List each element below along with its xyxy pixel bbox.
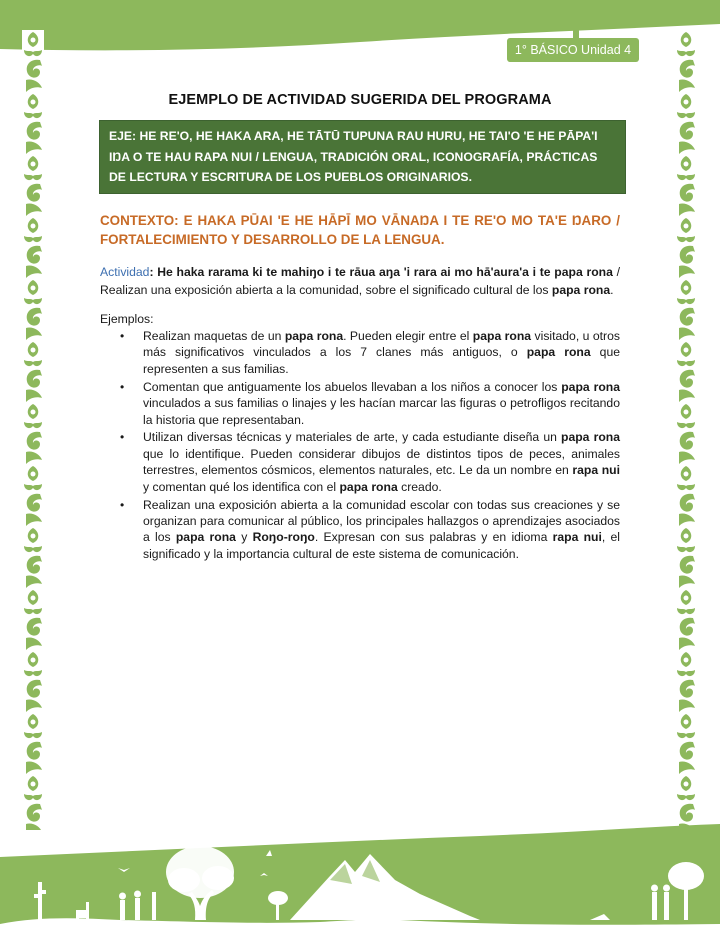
ejemplo-text: Realizan una exposición abierta a la comunidad escolar con todas sus creaciones y se organizan para comunicar al público, los principales hallazgos o aprendizajes asociados a los	[143, 497, 620, 545]
ejemplo-list-item	[100, 328, 620, 377]
actividad-colon: :	[149, 265, 158, 279]
bold-term: papa rona	[561, 430, 620, 445]
bold-term: papa rona	[175, 530, 236, 545]
actividad-title-rapanui: He haka rarama ki te mahiŋo i te rāua aŋa 'i rara ai mo hā'aura'a i te papa rona	[157, 265, 613, 279]
ejemplo-text: que lo identifique. Pueden considerar dibujos de distintos tipos de peces, animales terrestres, elementos cósmicos, elementos naturales, etc. Le da un nombre en	[143, 446, 620, 478]
bold-term: papa rona	[526, 345, 591, 360]
eje-box: EJE: HE RE'O, HE HAKA ARA, HE TĀTŪ TUPUNA RAU HURU, HE TAI'O 'E HE PĀPA'I IŊA O TE HAU RAPA NUI / LENGUA, TRADICIÓN ORAL, ICONOGRAFÍA, PRÁCTICAS DE LECTURA Y ESCRITURA DE LOS PUEBLOS ORIGINARIOS.	[99, 120, 626, 194]
bottom-landscape-illustration-icon	[0, 820, 720, 932]
actividad-description: / Realizan una exposición abierta a la comunidad, sobre el significado cultural de los	[100, 265, 620, 297]
ejemplo-text: . Expresan con sus palabras y en idioma	[314, 530, 553, 545]
bold-term: rapa nui	[552, 530, 602, 545]
bold-term: papa rona	[561, 379, 621, 394]
ejemplo-text: y comentan qué los identifica con el	[143, 479, 340, 494]
ejemplo-list-item	[100, 379, 620, 428]
ejemplos-label: Ejemplos:	[100, 312, 154, 326]
right-ornament-border-icon	[675, 30, 697, 830]
bold-term: papa rona	[284, 329, 344, 343]
ejemplos-list	[100, 328, 620, 564]
actividad-paragraph	[100, 263, 620, 299]
ejemplo-text: Comentan que antiguamente los abuelos llevaban a los niños a conocer los	[143, 379, 562, 394]
page-title: EJEMPLO DE ACTIVIDAD SUGERIDA DEL PROGRAMA	[168, 92, 552, 108]
ejemplo-list-item	[100, 497, 620, 563]
ejemplo-text: vinculados a sus familias o linajes y les hacían marcar las figuras o petrofligos recitando la historia que representaban.	[143, 396, 620, 427]
unit-badge: 1° BÁSICO Unidad 4	[507, 38, 639, 62]
ejemplo-text: visitado, u otros más significativos vinculados a los 7 clanes más antiguos, o	[143, 329, 620, 360]
ejemplo-text: que representen a sus familias.	[143, 345, 620, 376]
bold-term: papa rona	[472, 329, 532, 343]
left-ornament-border-icon	[22, 30, 44, 830]
contexto-heading: CONTEXTO: E HAKA PŪAI 'E HE HĀPĪ MO VĀNAŊA I TE RE'O MO TA'E ŊARO / FORTALECIMIENTO Y DESARROLLO DE LA LENGUA.	[100, 213, 620, 247]
actividad-term: papa rona	[551, 283, 611, 297]
bold-term: Roŋo-roŋo	[252, 530, 315, 545]
bullet-icon: •	[120, 379, 125, 394]
ejemplo-text: Realizan maquetas de un	[143, 329, 285, 343]
ejemplo-text: Utilizan diversas técnicas y materiales de arte, y cada estudiante diseña un	[143, 430, 562, 445]
bullet-icon: •	[120, 430, 125, 445]
actividad-label: Actividad	[100, 265, 150, 279]
actividad-end: .	[610, 283, 614, 297]
ejemplo-text: y	[235, 530, 253, 545]
ejemplo-text: . Pueden elegir entre el	[343, 329, 473, 343]
bullet-icon: •	[120, 497, 125, 512]
bullet-icon: •	[120, 329, 125, 343]
bold-term: rapa nui	[572, 463, 620, 478]
ejemplo-text: , el significado y la importancia cultural de este sistema de comunicación.	[143, 530, 620, 561]
ejemplo-text: creado.	[397, 479, 442, 494]
bold-term: papa rona	[339, 479, 398, 494]
ejemplo-list-item	[100, 429, 620, 495]
